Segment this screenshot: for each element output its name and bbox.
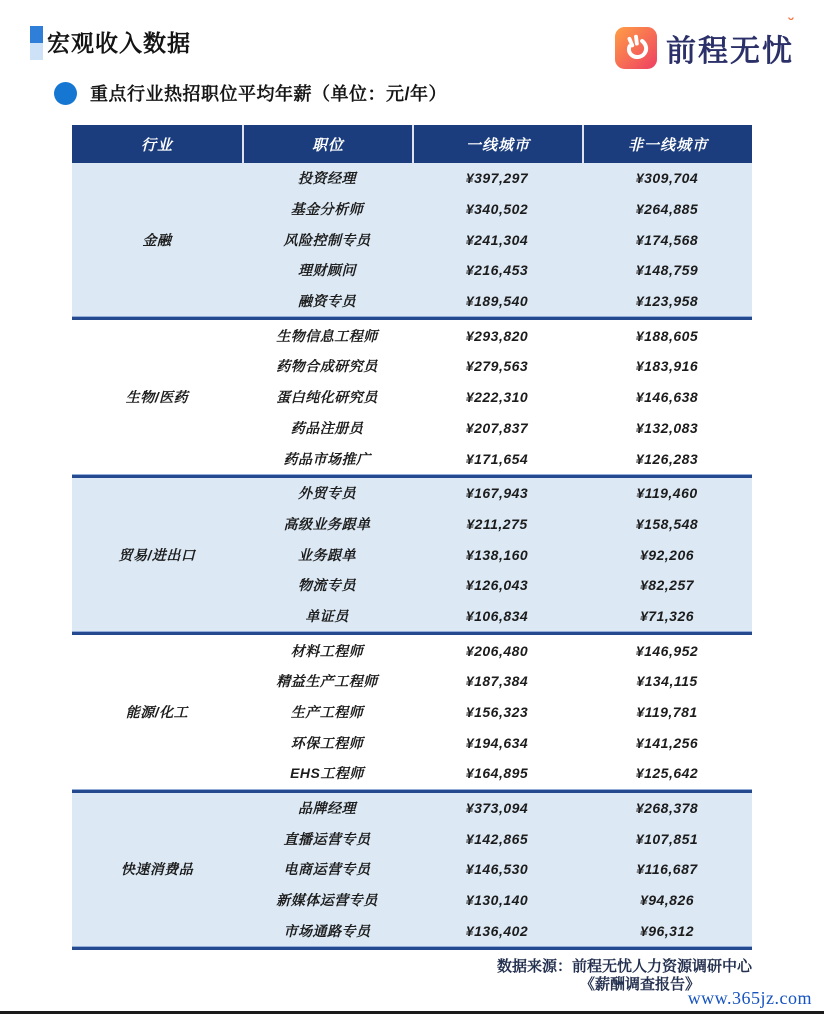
position-cell: 市场通路专员	[283, 922, 371, 939]
position-cell: 电商运营专员	[283, 861, 371, 878]
tier1-salary-cell: ¥340,502	[465, 201, 529, 218]
group-separator	[72, 946, 752, 950]
industry-group	[72, 163, 752, 316]
tier1-salary-cell: ¥164,895	[465, 765, 529, 782]
tier1-salary-cell: ¥216,453	[465, 262, 529, 279]
non-tier1-salary-cell: ¥125,642	[635, 765, 699, 782]
position-cell: 材料工程师	[290, 642, 364, 659]
tier1-salary-cell: ¥373,094	[465, 800, 529, 817]
non-tier1-salary-cell: ¥94,826	[639, 892, 695, 909]
logo-accent-mark: ˘	[788, 16, 796, 33]
tier1-salary-cell: ¥206,480	[465, 642, 529, 659]
tier1-salary-cell: ¥106,834	[465, 607, 529, 624]
position-cell: 药品市场推广	[283, 450, 371, 467]
position-cell: 投资经理	[298, 170, 356, 187]
non-tier1-salary-cell: ¥71,326	[639, 607, 695, 624]
tier1-salary-cell: ¥211,275	[466, 515, 528, 532]
tier1-salary-cell: ¥397,297	[465, 170, 529, 187]
industry-name-cell: 快速消费品	[120, 861, 194, 878]
industry-group	[72, 635, 752, 788]
tier1-salary-cell: ¥142,865	[465, 830, 529, 847]
non-tier1-salary-cell: ¥96,312	[639, 922, 695, 939]
non-tier1-salary-cell: ¥309,704	[635, 170, 699, 187]
non-tier1-salary-cell: ¥148,759	[635, 262, 699, 279]
industry-name-cell: 贸易/进出口	[118, 546, 196, 563]
position-cell: 药物合成研究员	[276, 358, 378, 375]
industry-group	[72, 478, 752, 631]
position-cell: 生产工程师	[290, 704, 364, 721]
logo-wordmark: 前程无忧	[666, 35, 794, 68]
tier1-salary-cell: ¥126,043	[465, 577, 529, 594]
tier1-salary-cell: ¥167,943	[465, 485, 529, 502]
tier1-salary-cell: ¥156,323	[465, 704, 529, 721]
industry-name-cell: 生物/医药	[125, 389, 189, 406]
position-cell: 基金分析师	[290, 201, 364, 218]
watermark-url: www.365jz.com	[687, 988, 812, 1008]
non-tier1-salary-cell: ¥119,460	[636, 485, 698, 502]
position-cell: 理财顾问	[298, 262, 356, 279]
position-cell: 物流专员	[298, 577, 356, 594]
tier1-salary-cell: ¥222,310	[465, 389, 529, 406]
industry-name-cell: 金融	[142, 231, 172, 248]
non-tier1-salary-cell: ¥146,952	[635, 642, 699, 659]
tier1-salary-cell: ¥187,384	[465, 673, 529, 690]
section-subtitle	[54, 80, 447, 106]
non-tier1-salary-cell: ¥92,206	[639, 546, 695, 563]
industry-name-cell: 能源/化工	[125, 704, 189, 721]
tier1-salary-cell: ¥189,540	[465, 293, 529, 310]
position-cell: 直播运营专员	[283, 830, 371, 847]
title-block	[30, 26, 191, 60]
subtitle-text: 重点行业热招职位平均年薪（单位：元/年）	[90, 84, 447, 104]
position-cell: 精益生产工程师	[276, 673, 378, 690]
tier1-salary-cell: ¥138,160	[465, 546, 529, 563]
non-tier1-salary-cell: ¥132,083	[635, 419, 699, 436]
data-source-note	[72, 958, 752, 994]
position-cell: 业务跟单	[298, 546, 356, 563]
non-tier1-salary-cell: ¥264,885	[635, 201, 699, 218]
tier1-salary-cell: ¥171,654	[465, 450, 529, 467]
tier1-salary-cell: ¥146,530	[465, 861, 529, 878]
column-header-industry: 行业	[140, 136, 173, 154]
position-cell: EHS工程师	[290, 765, 364, 782]
non-tier1-salary-cell: ¥107,851	[635, 830, 699, 847]
source-line-1: 数据来源：前程无忧人力资源调研中心	[496, 958, 752, 975]
tier1-salary-cell: ¥130,140	[465, 892, 529, 909]
position-cell: 新媒体运营专员	[276, 892, 378, 909]
position-cell: 生物信息工程师	[276, 327, 378, 344]
position-cell: 单证员	[305, 607, 349, 624]
non-tier1-salary-cell: ¥146,638	[635, 389, 699, 406]
source-line-2: 《薪酬调查报告》	[579, 976, 700, 993]
non-tier1-salary-cell: ¥174,568	[635, 231, 699, 248]
position-cell: 风险控制专员	[283, 231, 371, 248]
non-tier1-salary-cell: ¥116,687	[636, 861, 698, 878]
non-tier1-salary-cell: ¥82,257	[639, 577, 695, 594]
industry-group	[72, 793, 752, 946]
tier1-salary-cell: ¥136,402	[465, 922, 529, 939]
non-tier1-salary-cell: ¥183,916	[635, 358, 699, 375]
tier1-salary-cell: ¥194,634	[465, 734, 529, 751]
salary-table	[72, 125, 752, 950]
title-marker-icon	[30, 26, 43, 60]
non-tier1-salary-cell: ¥268,378	[635, 800, 699, 817]
non-tier1-salary-cell: ¥126,283	[635, 450, 699, 467]
column-header-tier1-city: 一线城市	[412, 125, 582, 163]
bullet-circle-icon	[54, 82, 77, 105]
tier1-salary-cell: ¥207,837	[465, 419, 529, 436]
industry-group	[72, 320, 752, 473]
logo-text	[666, 16, 796, 70]
non-tier1-salary-cell: ¥119,781	[636, 704, 698, 721]
page-title: 宏观收入数据	[47, 30, 191, 56]
non-tier1-salary-cell: ¥141,256	[635, 734, 699, 751]
logo-hand-icon	[615, 27, 657, 69]
non-tier1-salary-cell: ¥134,115	[636, 673, 698, 690]
position-cell: 蛋白纯化研究员	[276, 389, 378, 406]
tier1-salary-cell: ¥279,563	[465, 358, 529, 375]
position-cell: 品牌经理	[298, 800, 356, 817]
table-header-row	[72, 125, 752, 163]
tier1-salary-cell: ¥241,304	[465, 231, 529, 248]
position-cell: 融资专员	[298, 293, 356, 310]
position-cell: 药品注册员	[290, 419, 364, 436]
non-tier1-salary-cell: ¥158,548	[635, 515, 699, 532]
column-header-non-tier1-city: 非一线城市	[582, 125, 752, 163]
table-body	[72, 163, 752, 950]
position-cell: 环保工程师	[290, 734, 364, 751]
page-header	[30, 16, 796, 70]
position-cell: 高级业务跟单	[283, 515, 371, 532]
non-tier1-salary-cell: ¥123,958	[635, 293, 699, 310]
column-header-position: 职位	[242, 125, 412, 163]
tier1-salary-cell: ¥293,820	[465, 327, 529, 344]
brand-logo	[615, 16, 796, 70]
position-cell: 外贸专员	[298, 485, 356, 502]
non-tier1-salary-cell: ¥188,605	[635, 327, 699, 344]
